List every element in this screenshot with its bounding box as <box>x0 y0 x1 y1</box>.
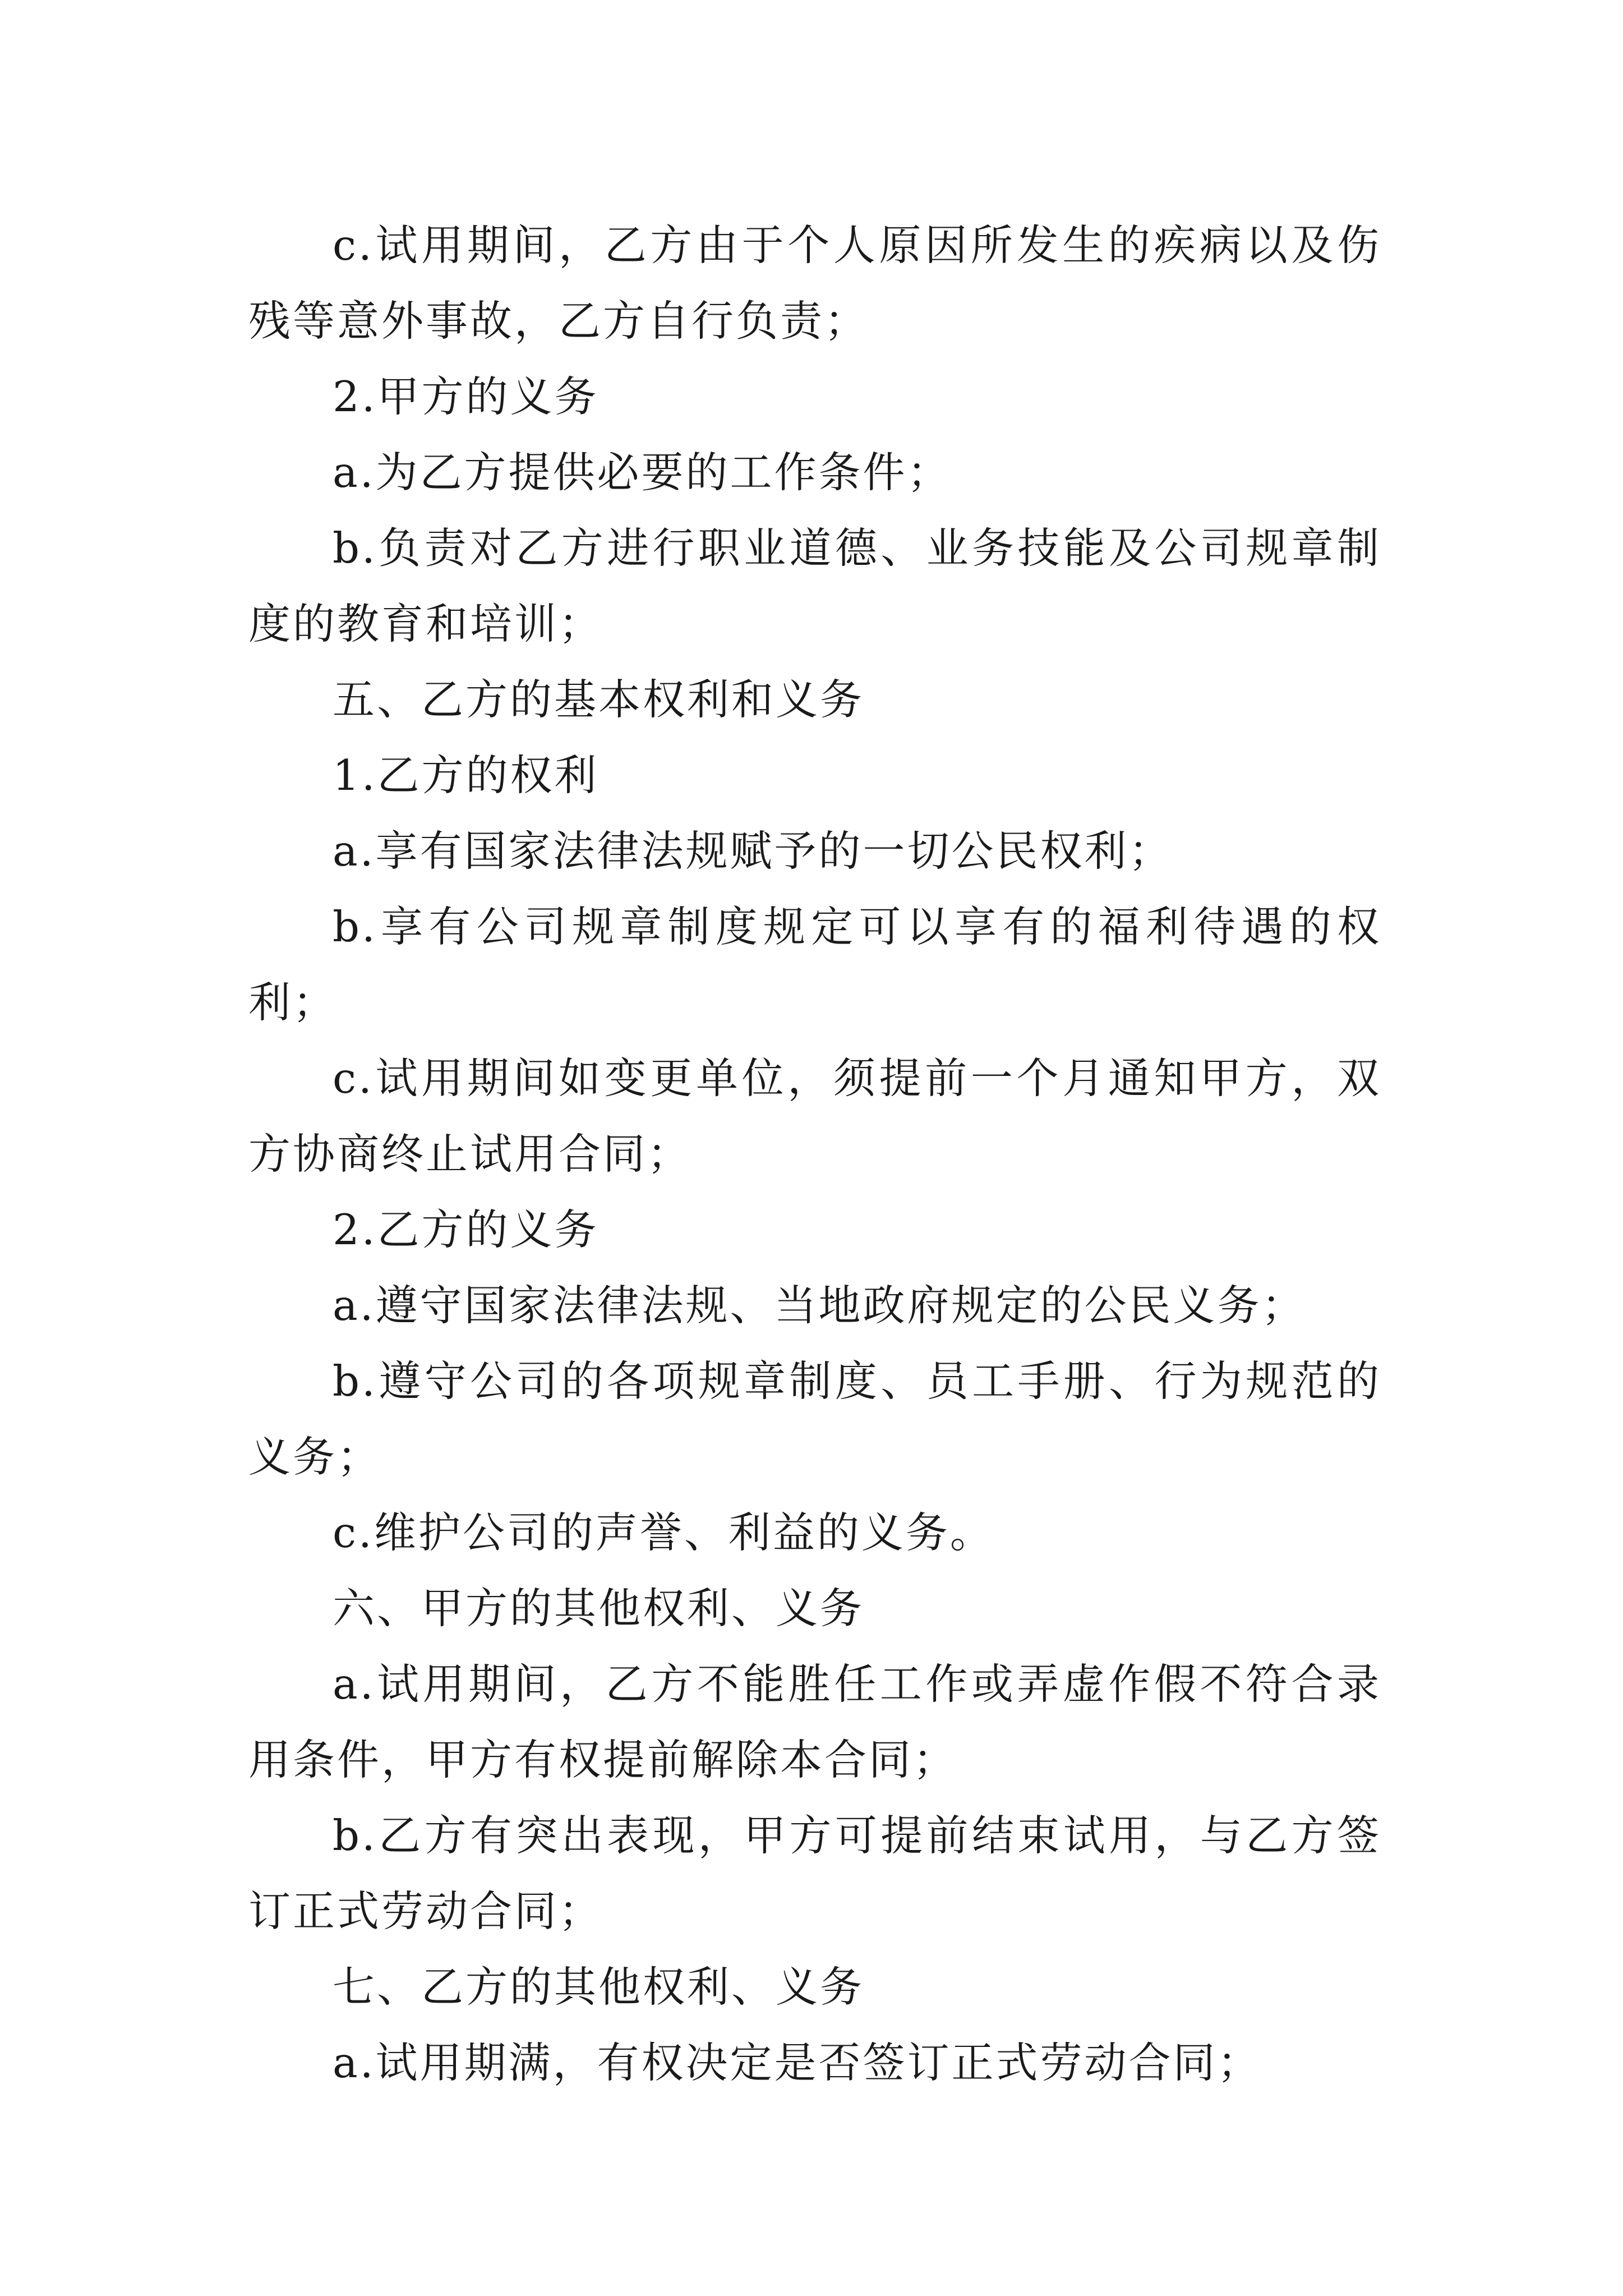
paragraph: a.试用期满，有权决定是否签订正式劳动合同； <box>333 2038 1262 2087</box>
paragraph: c.试用期间，乙方由于个人原因所发生的疾病以及伤残等意外事故，乙方自行负责； <box>248 220 1381 346</box>
section-heading: 六、甲方的其他权利、义务 <box>333 1584 865 1633</box>
paragraph: a.试用期间，乙方不能胜任工作或弄虚作假不符合录用条件，甲方有权提前解除本合同； <box>248 1659 1381 1784</box>
paragraph: b.负责对乙方进行职业道德、业务技能及公司规章制度的教育和培训； <box>248 523 1381 648</box>
section-heading: 1.乙方的权利 <box>333 751 599 800</box>
paragraph: a.为乙方提供必要的工作条件； <box>333 448 952 497</box>
paragraph: c.试用期间如变更单位，须提前一个月通知甲方，双方协商终止试用合同； <box>248 1053 1381 1179</box>
paragraph: c.维护公司的声誉、利益的义务。 <box>333 1508 994 1557</box>
paragraph: a.遵守国家法律法规、当地政府规定的公民义务； <box>333 1281 1306 1330</box>
paragraph: a.享有国家法律法规赋予的一切公民权利； <box>333 826 1173 876</box>
document-body <box>248 208 1381 2101</box>
paragraph: b.乙方有突出表现，甲方可提前结束试用，与乙方签订正式劳动合同； <box>248 1811 1381 1936</box>
section-heading: 五、乙方的基本权利和义务 <box>333 675 865 724</box>
paragraph: b.享有公司规章制度规定可以享有的福利待遇的权利； <box>248 902 1381 1027</box>
paragraph: b.遵守公司的各项规章制度、员工手册、行为规范的义务； <box>248 1356 1381 1481</box>
section-heading: 2.乙方的义务 <box>333 1205 599 1254</box>
section-heading: 2.甲方的义务 <box>333 372 599 421</box>
section-heading: 七、乙方的其他权利、义务 <box>333 1962 865 2012</box>
